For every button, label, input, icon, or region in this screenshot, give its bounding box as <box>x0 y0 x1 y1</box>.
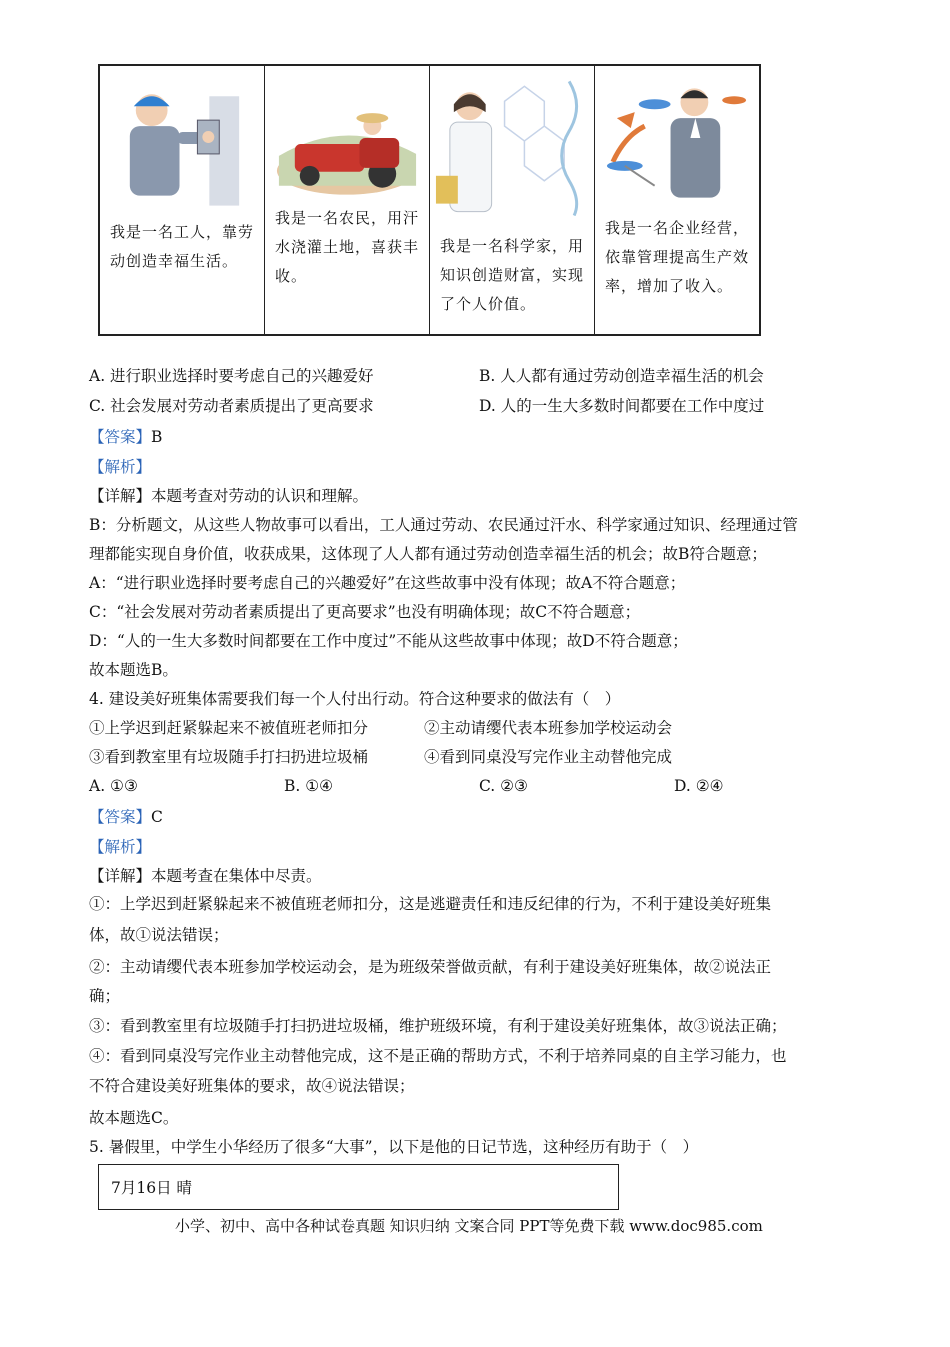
q4-option-d: D. ②④ <box>674 777 724 795</box>
q4-line: ①：上学迟到赶紧躲起来不被值班老师扣分，这是逃避责任和违反纪律的行为，不利于建设美好班集 <box>89 895 772 913</box>
scientist-illustration <box>430 66 594 216</box>
q3-answer <box>89 426 162 448</box>
answer-tag: 【答案】 <box>89 808 152 826</box>
worker-illustration <box>100 66 264 216</box>
q4-item-2: ②主动请缨代表本班参加学校运动会 <box>424 719 673 737</box>
q4-option-c: C. ②③ <box>479 777 528 795</box>
q3-option-a: A. 进行职业选择时要考虑自己的兴趣爱好 <box>89 367 374 385</box>
q4-line: 确； <box>89 987 121 1005</box>
q3-line: A：“进行职业选择时要考虑自己的兴趣爱好”在这些故事中没有体现；故A不符合题意； <box>89 574 686 592</box>
q3-line: B：分析题文，从这些人物故事可以看出，工人通过劳动、农民通过汗水、科学家通过知识、经理通过管 <box>89 516 798 534</box>
answer-value: B <box>151 428 163 446</box>
q5-stem: 5. 暑假里，中学生小华经历了很多“大事”，以下是他的日记节选，这种经历有助于（ ） <box>89 1138 699 1156</box>
card-text: 我是一名工人，靠劳动创造幸福生活。 <box>110 223 255 270</box>
card-manager <box>595 66 759 334</box>
q4-line: 不符合建设美好班集体的要求，故④说法错误； <box>89 1077 415 1095</box>
q4-analysis-tag: 【解析】 <box>89 838 152 856</box>
diary-box <box>98 1164 619 1210</box>
farmer-illustration <box>265 66 429 216</box>
q4-line: ③：看到教室里有垃圾随手打扫扔进垃圾桶，维护班级环境，有利于建设美好班集体，故③说法正确； <box>89 1017 787 1035</box>
q4-stem: 4. 建设美好班集体需要我们每一个人付出行动。符合这种要求的做法有（ ） <box>89 690 621 708</box>
card-text: 我是一名农民，用汗水浇灌土地，喜获丰收。 <box>275 209 420 285</box>
q4-item-4: ④看到同桌没写完作业主动替他完成 <box>424 748 673 766</box>
q3-option-d: D. 人的一生大多数时间都要在工作中度过 <box>479 397 765 415</box>
card-farmer <box>265 66 430 334</box>
card-scientist <box>430 66 595 334</box>
card-text: 我是一名科学家，用知识创造财富，实现了个人价值。 <box>440 237 585 313</box>
q3-option-b: B. 人人都有通过劳动创造幸福生活的机会 <box>479 367 764 385</box>
q3-detail: 【详解】本题考查对劳动的认识和理解。 <box>89 487 369 505</box>
q4-detail: 【详解】本题考查在集体中尽责。 <box>89 867 322 885</box>
card-text: 我是一名企业经营，依靠管理提高生产效率，增加了收入。 <box>605 219 750 295</box>
q4-item-1: ①上学迟到赶紧躲起来不被值班老师扣分 <box>89 719 369 737</box>
footer-text: 小学、初中、高中各种试卷真题 知识归纳 文案合同 PPT等免费下载 www.doc985.com <box>175 1217 763 1235</box>
q3-line: 理都能实现自身价值，收获成果，这体现了人人都有通过劳动创造幸福生活的机会；故B符合题意； <box>89 545 767 563</box>
q4-answer <box>89 806 163 828</box>
q4-line: 故本题选C。 <box>89 1109 179 1127</box>
q3-line: 故本题选B。 <box>89 661 178 679</box>
q3-line: C：“社会发展对劳动者素质提出了更高要求”也没有明确体现；故C不符合题意； <box>89 603 641 621</box>
story-cards <box>98 64 761 336</box>
manager-illustration <box>595 66 759 216</box>
q3-option-c: C. 社会发展对劳动者素质提出了更高要求 <box>89 397 374 415</box>
card-worker <box>100 66 265 334</box>
q4-line: ④：看到同桌没写完作业主动替他完成，这不是正确的帮助方式，不利于培养同桌的自主学习能力，也 <box>89 1047 787 1065</box>
q4-option-a: A. ①③ <box>89 777 138 795</box>
q3-analysis-tag: 【解析】 <box>89 458 152 476</box>
q4-item-3: ③看到教室里有垃圾随手打扫扔进垃圾桶 <box>89 748 369 766</box>
diary-date: 7月16日 晴 <box>111 1179 193 1197</box>
q3-line: D：“人的一生大多数时间都要在工作中度过”不能从这些故事中体现；故D不符合题意； <box>89 632 688 650</box>
q4-option-b: B. ①④ <box>284 777 334 795</box>
q4-line: 体，故①说法错误； <box>89 926 229 944</box>
answer-tag: 【答案】 <box>89 428 152 446</box>
answer-value: C <box>151 808 163 826</box>
q4-line: ②：主动请缨代表本班参加学校运动会，是为班级荣誉做贡献，有利于建设美好班集体，故②说法正 <box>89 958 772 976</box>
